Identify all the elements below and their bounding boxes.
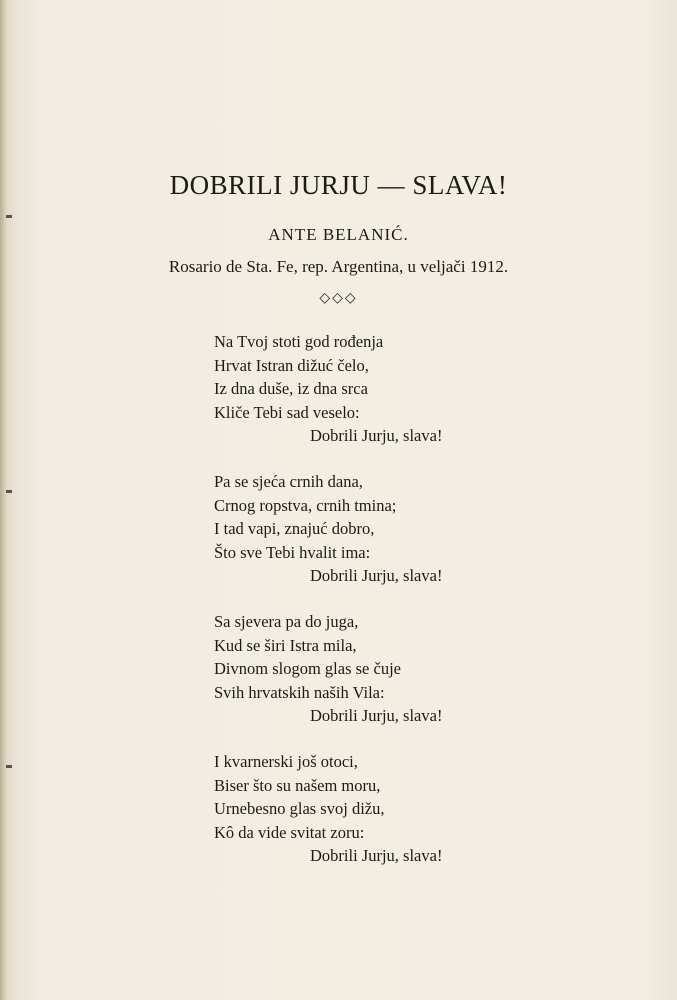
verse-line: Hrvat Istran dižuć čelo, <box>214 355 369 375</box>
verse-line: I tad vapi, znajuć dobro, <box>214 519 375 538</box>
verse-line: Urnebesno glas svoj dižu, <box>214 799 385 818</box>
verse-line: Na Tvoj stoti god rođenja <box>214 332 384 351</box>
refrain-line: Dobrili Jurju, slava! <box>310 706 443 725</box>
stanza <box>214 470 514 588</box>
verse-line: Kud se širi Istra mila, <box>214 635 357 655</box>
refrain-line: Dobrili Jurju, slava! <box>310 846 443 865</box>
verse-line: I kvarnerski još otoci, <box>214 752 358 771</box>
verse-line: Sa sjevera pa do juga, <box>214 612 359 631</box>
binding-mark <box>6 490 12 493</box>
verse-line: Svih hrvatskih naših Vila: <box>214 682 385 702</box>
poem-title: DOBRILI JURJU — SLAVA! <box>169 170 508 200</box>
verse-line: Crnog ropstva, crnih tmina; <box>214 495 397 515</box>
poem-author: ANTE BELANIĆ. <box>268 225 409 244</box>
refrain-line: Dobrili Jurju, slava! <box>310 426 443 445</box>
refrain-line: Dobrili Jurju, slava! <box>310 566 443 585</box>
page-spine-shadow <box>0 0 6 1000</box>
verse-line: Biser što su našem moru, <box>214 775 381 795</box>
poem-dateline: Rosario de Sta. Fe, rep. Argentina, u veljači 1912. <box>168 257 509 276</box>
verse-line: Kliče Tebi sad veselo: <box>214 402 360 422</box>
binding-mark <box>6 215 12 218</box>
stanza <box>214 610 514 728</box>
verse-line: Divnom slogom glas se čuje <box>214 659 401 678</box>
verse-line: Kô da vide svitat zoru: <box>214 822 365 842</box>
verse-line: Što sve Tebi hvalit ima: <box>214 542 371 562</box>
binding-mark <box>6 765 12 768</box>
verse-line: Iz dna duše, iz dna srca <box>214 379 368 398</box>
stanza <box>214 330 514 448</box>
verse-line: Pa se sjeća crnih dana, <box>214 472 363 491</box>
ornament-divider: ◇◇◇ <box>319 291 358 306</box>
stanza <box>214 750 514 868</box>
